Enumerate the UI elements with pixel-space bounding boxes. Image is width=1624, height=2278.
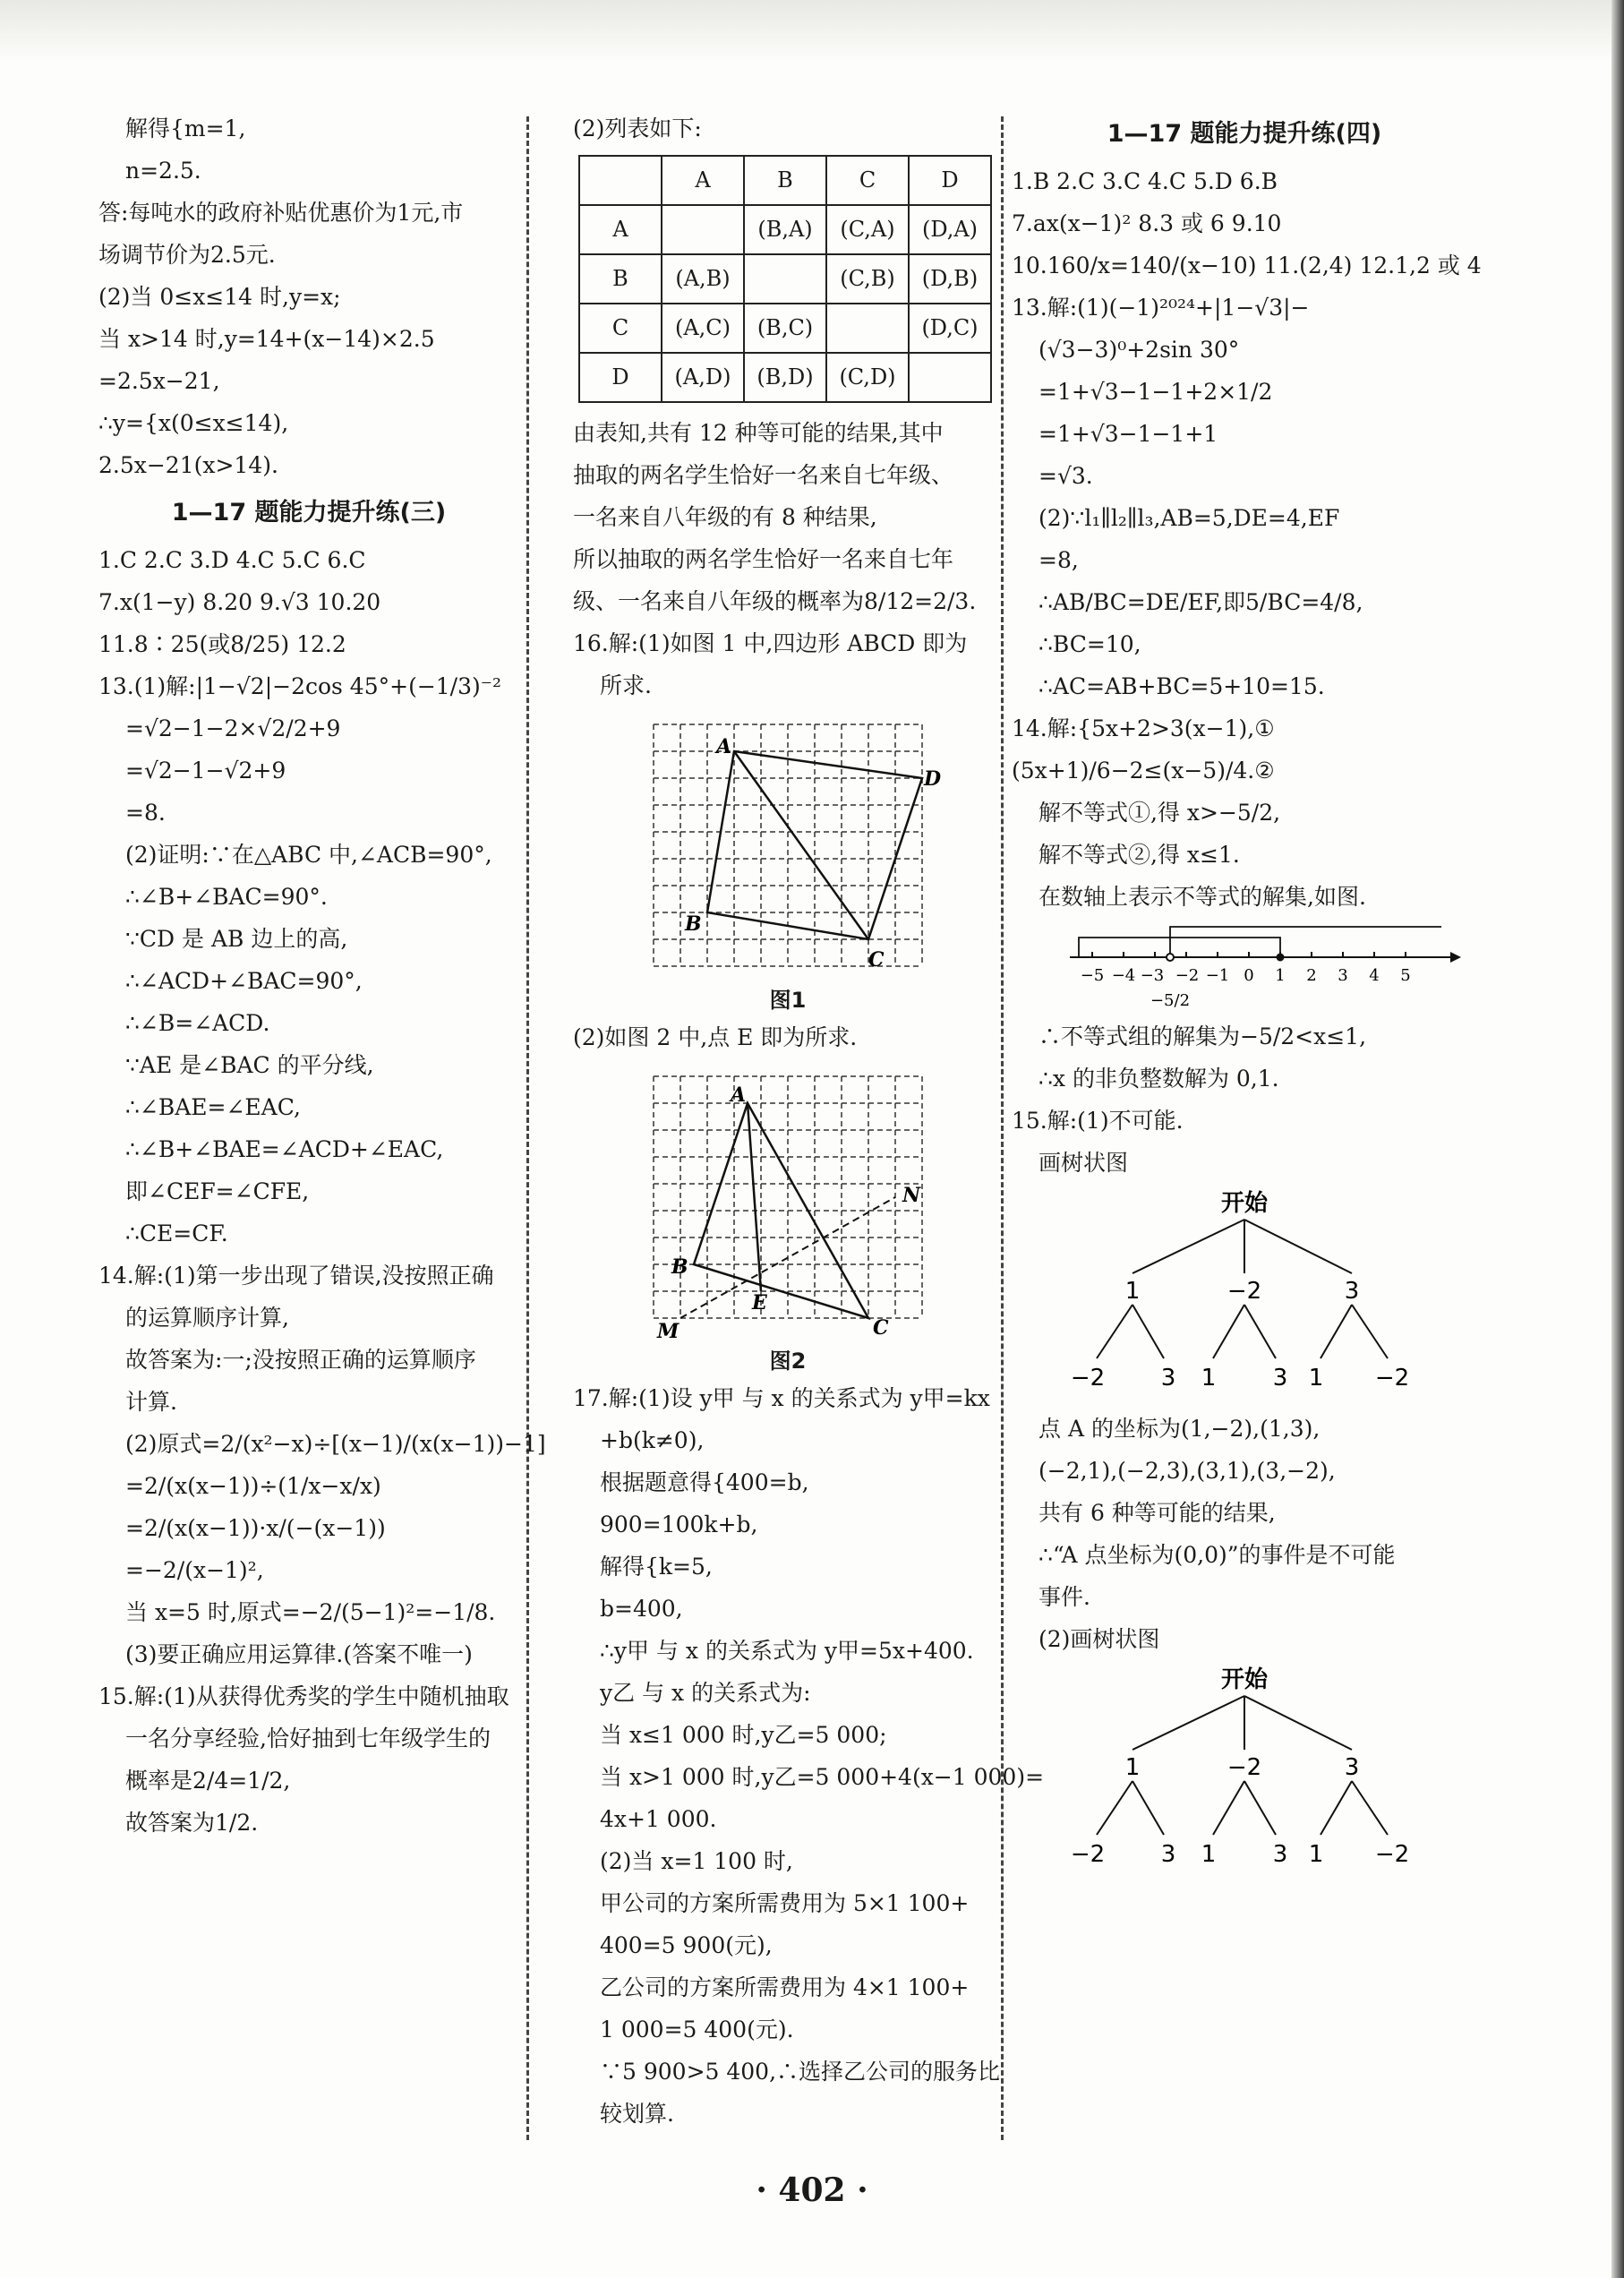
page-number: · 402 · — [756, 2171, 868, 2209]
text-line: ∴不等式组的解集为−5/2<x≤1, — [1039, 1023, 1367, 1049]
text-line: 当 x=5 时,原式=−2/(5−1)²=−1/8. — [125, 1599, 496, 1625]
tick-label: 0 — [1244, 966, 1254, 985]
point-label: B — [685, 912, 702, 936]
tree-leaf: 1 — [1308, 1841, 1324, 1868]
tree-node: 1 — [1124, 1278, 1141, 1305]
tree-node: 3 — [1344, 1754, 1360, 1781]
text-line: (√3−3)⁰+2sin 30° — [1039, 337, 1240, 363]
closed-endpoint — [1277, 954, 1285, 962]
table-cell: C — [826, 156, 909, 205]
figure-2 — [645, 1067, 931, 1345]
tick-label: 5 — [1400, 966, 1411, 985]
point-label: D — [924, 767, 942, 791]
text-line: 解得{m=1, — [125, 116, 246, 141]
axis-arrow — [1450, 952, 1461, 963]
text-line: 15.解:(1)从获得优秀奖的学生中随机抽取 — [98, 1683, 509, 1709]
tree-node: −2 — [1227, 1754, 1262, 1781]
section-heading: 1—17 题能力提升练(三) — [171, 499, 447, 527]
column-divider — [526, 116, 529, 2140]
text-line: 7.ax(x−1)² 8.3 或 6 9.10 — [1012, 210, 1282, 236]
tree-leaf: 3 — [1160, 1841, 1176, 1868]
figure-caption: 图2 — [769, 1349, 807, 1374]
tree-leaf: 1 — [1308, 1365, 1324, 1392]
tick-label: −2 — [1175, 966, 1200, 985]
grid-lines — [654, 1076, 922, 1318]
tree-leaf: 3 — [1272, 1841, 1288, 1868]
table-cell: (A,B) — [662, 254, 744, 304]
text-line: 一名来自八年级的有 8 种结果, — [573, 504, 877, 530]
tree-leaf: 3 — [1160, 1365, 1176, 1392]
text-line: 所求. — [600, 672, 652, 698]
tick-label: 1 — [1275, 966, 1286, 985]
text-line: =2/(x(x−1))·x/(−(x−1)) — [125, 1515, 386, 1541]
text-line: 2.5x−21(x>14). — [98, 452, 278, 478]
text-line: ∴AB/BC=DE/EF,即5/BC=4/8, — [1039, 589, 1363, 615]
text-line: 解得{k=5, — [600, 1554, 713, 1580]
text-line: 17.解:(1)设 y甲 与 x 的关系式为 y甲=kx — [573, 1385, 990, 1411]
table-cell: (A,D) — [662, 353, 744, 402]
table-cell: (C,D) — [826, 353, 909, 402]
text-line: ∴∠B+∠BAC=90°. — [125, 884, 328, 910]
table-cell: (A,C) — [662, 304, 744, 353]
text-line: 1.B 2.C 3.C 4.C 5.D 6.B — [1012, 168, 1278, 194]
outcome-table — [578, 155, 992, 403]
text-line: 画树状图 — [1039, 1150, 1129, 1176]
tick-label: −4 — [1111, 966, 1136, 985]
text-line: 14.解:{5x+2>3(x−1),① — [1012, 715, 1275, 741]
text-line: (3)要正确应用运算律.(答案不唯一) — [125, 1641, 473, 1667]
text-line: 400=5 900(元), — [600, 1932, 773, 1958]
c1-block-a — [98, 107, 519, 486]
table-cell — [662, 205, 744, 254]
text-line: 较划算. — [600, 2101, 674, 2127]
text-line: ∴AC=AB+BC=5+10=15. — [1039, 673, 1325, 699]
text-line: n=2.5. — [125, 158, 201, 184]
scan-shadow-edge — [1611, 0, 1624, 2278]
open-endpoint — [1167, 954, 1174, 961]
text-line: 概率是2/4=1/2, — [125, 1768, 291, 1794]
text-line: y乙 与 x 的关系式为: — [600, 1680, 811, 1706]
tree-leaf: 3 — [1272, 1365, 1288, 1392]
text-line: =√2−1−√2+9 — [125, 758, 286, 784]
table-cell: A — [579, 205, 662, 254]
text-line: (2)画树状图 — [1039, 1626, 1160, 1652]
table-cell: D — [579, 353, 662, 402]
text-line: ∴∠B+∠BAE=∠ACD+∠EAC, — [125, 1136, 444, 1162]
text-line: ∵5 900>5 400,∴选择乙公司的服务比 — [600, 2059, 1001, 2085]
text-line: 当 x>1 000 时,y乙=5 000+4(x−1 000)= — [600, 1764, 1045, 1790]
text-line: ∴∠ACD+∠BAC=90°, — [125, 968, 363, 994]
text-line: (−2,1),(−2,3),(3,1),(3,−2), — [1039, 1458, 1336, 1484]
scan-shadow-top — [0, 0, 1611, 63]
point-label: N — [902, 1184, 921, 1207]
text-line: (2)∵l₁∥l₂∥l₃,AB=5,DE=4,EF — [1039, 505, 1340, 531]
text-line: 解不等式①,得 x>−5/2, — [1039, 800, 1281, 826]
figure-1 — [645, 715, 942, 984]
text-line: 共有 6 种等可能的结果, — [1039, 1500, 1276, 1526]
text-line: ∵CD 是 AB 边上的高, — [125, 926, 348, 952]
text-line: (2)当 0≤x≤14 时,y=x; — [98, 284, 341, 310]
tick-label: 4 — [1369, 966, 1380, 985]
tree-root: 开始 — [1220, 1666, 1269, 1693]
text-line: 抽取的两名学生恰好一名来自七年级、 — [573, 462, 954, 488]
tree-node: 3 — [1344, 1278, 1360, 1305]
table-cell — [579, 156, 662, 205]
text-line: ∴y={x(0≤x≤14), — [98, 410, 289, 436]
table-row — [579, 205, 991, 254]
text-line: ∴∠BAE=∠EAC, — [125, 1094, 301, 1120]
text-line: ∴“A 点坐标为(0,0)”的事件是不可能 — [1039, 1542, 1396, 1568]
text-line: ∴CE=CF. — [125, 1220, 228, 1246]
tree-diagram-1 — [1039, 1184, 1450, 1408]
table-cell: (C,B) — [826, 254, 909, 304]
text-line: 即∠CEF=∠CFE, — [125, 1178, 310, 1204]
text-line: (2)如图 2 中,点 E 即为所求. — [573, 1024, 858, 1050]
table-row — [579, 304, 991, 353]
table-cell: B — [744, 156, 826, 205]
text-line: =8, — [1039, 547, 1079, 573]
column-1 — [98, 107, 546, 1844]
table-row — [579, 156, 991, 205]
text-line: 一名分享经验,恰好抽到七年级学生的 — [125, 1726, 491, 1751]
text-line: 13.解:(1)(−1)²⁰²⁴+|1−√3|− — [1012, 295, 1310, 321]
tick-label: −5 — [1080, 966, 1105, 985]
text-line: 根据题意得{400=b, — [600, 1469, 809, 1495]
text-line: 当 x≤1 000 时,y乙=5 000; — [600, 1722, 887, 1748]
text-line: =8. — [125, 800, 166, 826]
tick-label: 2 — [1306, 966, 1317, 985]
table-cell: (B,A) — [744, 205, 826, 254]
table-cell — [909, 353, 991, 402]
tree-leaf: −2 — [1070, 1841, 1106, 1868]
text-line: 解不等式②,得 x≤1. — [1039, 842, 1240, 868]
point-label: E — [752, 1291, 767, 1315]
point-label: C — [868, 948, 885, 972]
text-line: 1.C 2.C 3.D 4.C 5.C 6.C — [98, 547, 366, 573]
text-line: =−2/(x−1)², — [125, 1557, 264, 1583]
text-line: =√2−1−2×√2/2+9 — [125, 715, 341, 741]
text-line: 甲公司的方案所需费用为 5×1 100+ — [600, 1890, 970, 1916]
solution-brackets — [1079, 927, 1441, 957]
column-3 — [1012, 107, 1482, 1884]
text-line: 16.解:(1)如图 1 中,四边形 ABCD 即为 — [573, 630, 968, 656]
text-line: 4x+1 000. — [600, 1806, 717, 1832]
text-line: 10.160/x=140/(x−10) 11.(2,4) 12.1,2 或 4 — [1012, 253, 1482, 278]
text-line: ∴y甲 与 x 的关系式为 y甲=5x+400. — [600, 1638, 974, 1664]
point-label: B — [671, 1255, 688, 1279]
point-label: A — [731, 1083, 747, 1107]
text-line: 7.x(1−y) 8.20 9.√3 10.20 — [98, 589, 381, 615]
point-label: M — [657, 1320, 680, 1343]
table-cell: C — [579, 304, 662, 353]
text-line: (2)列表如下: — [573, 116, 702, 141]
text-line: +b(k≠0), — [600, 1427, 705, 1453]
text-line: 的运算顺序计算, — [125, 1305, 289, 1331]
table-cell: B — [579, 254, 662, 304]
text-line: (2)当 x=1 100 时, — [600, 1848, 793, 1874]
text-line: 级、一名来自八年级的概率为8/12=2/3. — [573, 588, 977, 614]
table-cell — [744, 254, 826, 304]
text-line: (5x+1)/6−2≤(x−5)/4.② — [1012, 758, 1275, 784]
tree-diagram-2 — [1039, 1660, 1450, 1884]
marker-label: −5/2 — [1150, 991, 1191, 1010]
text-line: (2)原式=2/(x²−x)÷[(x−1)/(x(x−1))−1] — [125, 1431, 546, 1457]
text-line: =√3. — [1039, 463, 1093, 489]
text-line: =2.5x−21, — [98, 368, 220, 394]
text-line: 11.8∶25(或8/25) 12.2 — [98, 631, 346, 657]
table-row — [579, 353, 991, 402]
text-line: 故答案为:一;没按照正确的运算顺序 — [125, 1347, 476, 1373]
text-line: ∵AE 是∠BAC 的平分线, — [125, 1052, 374, 1078]
text-line: 计算. — [125, 1389, 177, 1415]
text-line: 所以抽取的两名学生恰好一名来自七年 — [573, 546, 954, 572]
table-row — [579, 254, 991, 304]
table-cell: D — [909, 156, 991, 205]
tick-label: −3 — [1140, 966, 1165, 985]
text-line: ∴∠B=∠ACD. — [125, 1010, 270, 1036]
table-cell: (B,C) — [744, 304, 826, 353]
text-line: 13.(1)解:|1−√2|−2cos 45°+(−1/3)⁻² — [98, 673, 501, 699]
text-line: 由表知,共有 12 种等可能的结果,其中 — [573, 420, 944, 446]
point-label: A — [716, 735, 732, 758]
text-line: =1+√3−1−1+1 — [1039, 421, 1218, 447]
text-line: =2/(x(x−1))÷(1/x−x/x) — [125, 1473, 381, 1499]
table-cell: (B,D) — [744, 353, 826, 402]
text-line: 点 A 的坐标为(1,−2),(1,3), — [1039, 1416, 1321, 1442]
tree-node: −2 — [1227, 1278, 1262, 1305]
tick-label: −1 — [1205, 966, 1230, 985]
tree-leaf: −2 — [1374, 1365, 1410, 1392]
text-line: (2)证明:∵在△ABC 中,∠ACB=90°, — [125, 842, 492, 868]
figure-caption: 图1 — [769, 988, 807, 1013]
table-cell: (D,A) — [909, 205, 991, 254]
c1-block-b — [98, 539, 546, 1844]
text-line: 14.解:(1)第一步出现了错误,没按照正确 — [98, 1263, 494, 1289]
text-line: b=400, — [600, 1596, 683, 1622]
section-heading: 1—17 题能力提升练(四) — [1107, 120, 1382, 148]
column-2 — [573, 107, 1045, 2135]
text-line: =1+√3−1−1+2×1/2 — [1039, 379, 1273, 405]
text-line: ∴BC=10, — [1039, 631, 1141, 657]
text-line: 1 000=5 400(元). — [600, 2017, 794, 2042]
table-cell: (D,B) — [909, 254, 991, 304]
table-cell: A — [662, 156, 744, 205]
number-line — [1065, 921, 1459, 1015]
tree-node: 1 — [1124, 1754, 1141, 1781]
tree-leaf: −2 — [1070, 1365, 1106, 1392]
table-cell: (C,A) — [826, 205, 909, 254]
text-line: 当 x>14 时,y=14+(x−14)×2.5 — [98, 326, 435, 352]
table-cell — [826, 304, 909, 353]
table-cell: (D,C) — [909, 304, 991, 353]
text-line: 事件. — [1039, 1584, 1090, 1610]
tree-leaf: 1 — [1201, 1841, 1217, 1868]
text-line: 900=100k+b, — [600, 1512, 758, 1537]
tick-label: 3 — [1338, 966, 1348, 985]
text-line: ∴x 的非负整数解为 0,1. — [1039, 1066, 1279, 1092]
point-label: C — [873, 1316, 889, 1340]
tree-root: 开始 — [1220, 1190, 1269, 1217]
text-line: 故答案为1/2. — [125, 1810, 259, 1836]
text-line: 乙公司的方案所需费用为 4×1 100+ — [600, 1974, 970, 2000]
text-line: 场调节价为2.5元. — [98, 242, 276, 268]
text-line: 在数轴上表示不等式的解集,如图. — [1039, 884, 1366, 910]
text-line: 答:每吨水的政府补贴优惠价为1元,市 — [98, 200, 464, 226]
text-line: 15.解:(1)不可能. — [1012, 1108, 1184, 1134]
tree-leaf: 1 — [1201, 1365, 1217, 1392]
tree-leaf: −2 — [1374, 1841, 1410, 1868]
